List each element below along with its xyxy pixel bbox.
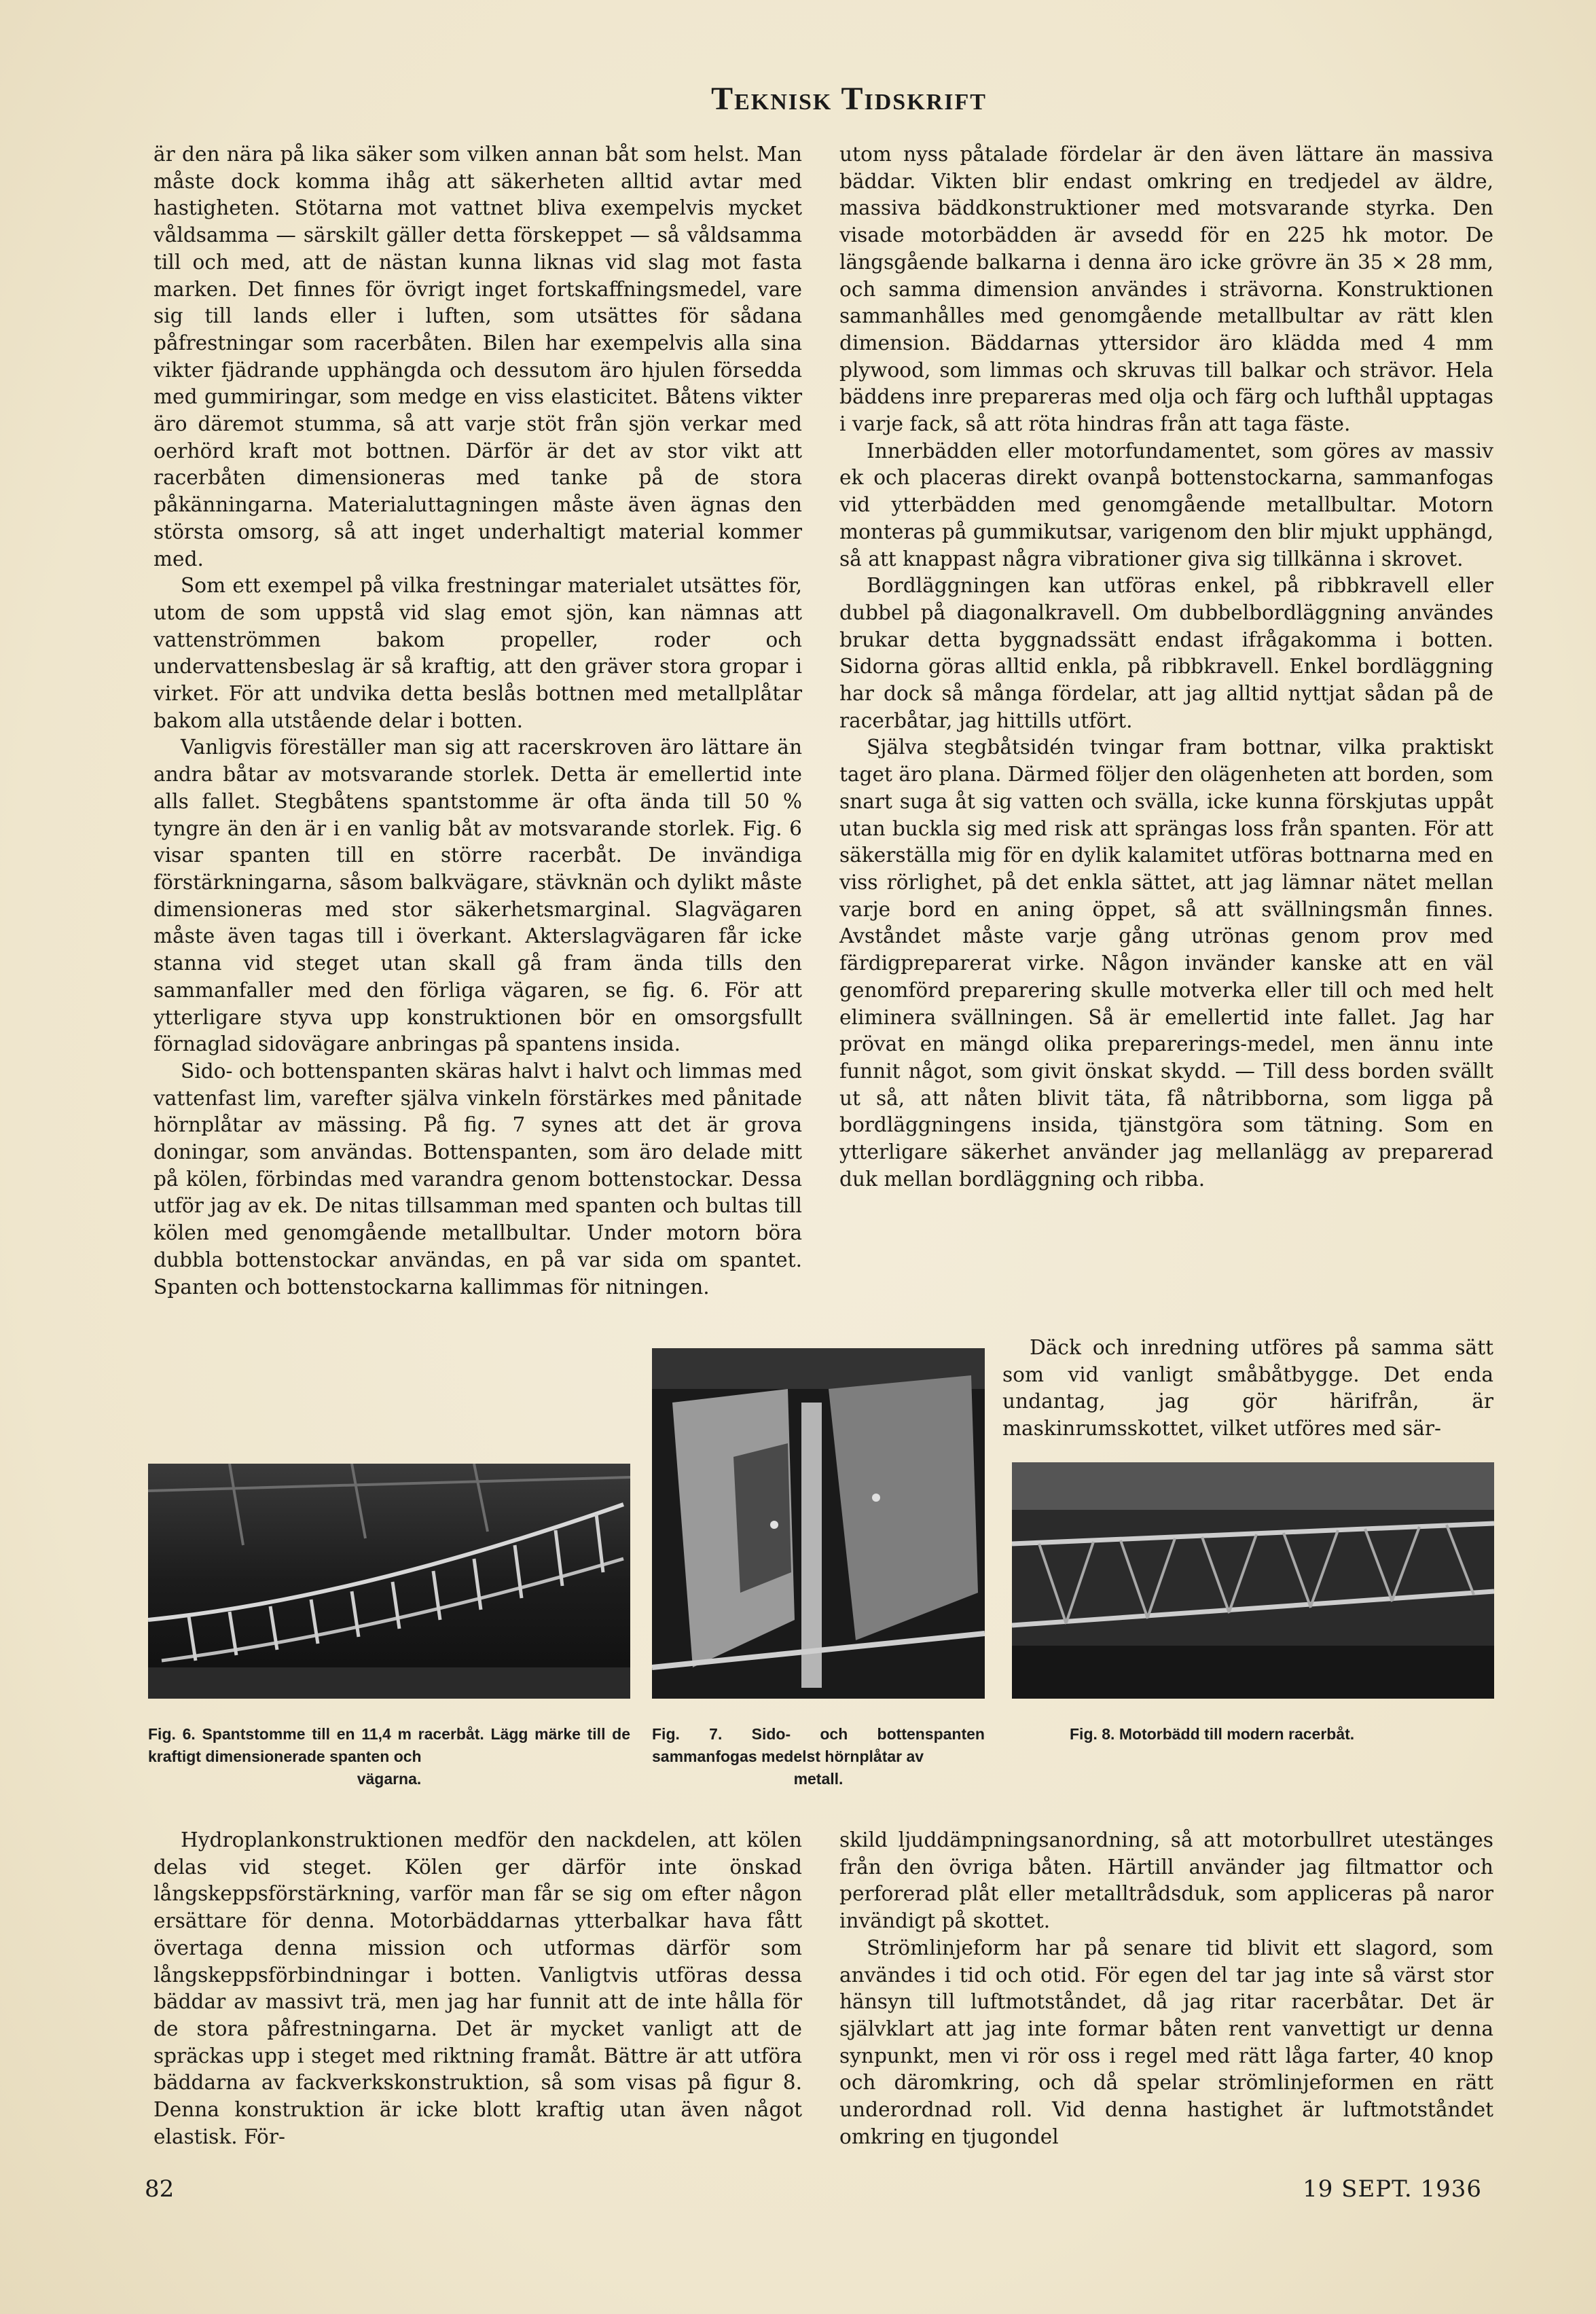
figure-6-photo [148,1464,630,1699]
paragraph: skild ljuddämpningsanordning, så att motorbullret utestänges från den övriga båten. Härtill använder jag filtmattor och perforerad plåt eller metalltrådsduk, som appliceras på naror invändigt på skottet. [839,1828,1493,1933]
caption-text: Fig. 8. Motorbädd till modern racerbåt. [1070,1725,1355,1743]
paragraph: Vanligvis föreställer man sig att racerskroven äro lättare än andra båtar av motsvarande storlek. Detta är emellertid inte alls fallet. Stegbåtens spantstomme är ofta ända till 50 % tyngre än den är i en vanlig båt av motsvarande storlek. Fig. 6 visar spanten till en större racerbåt. De invändiga förstärkningarna, såsom balkvägare, stävknän och dylikt måste dimensioneras med stor säkerhetsmarginal. Slagvägaren måste även tagas till i överkant. Akterslagvägaren får icke stanna vid steget utan skall gå fram ända tills den sammanfaller med den förliga vägaren, se fig. 6. För att ytterligare styva upp konstruktionen bör en omsorgsfullt förnaglad sidovägare anbringas på spantens insida. [153,736,802,1056]
paragraph: Strömlinjeform har på senare tid blivit ett slagord, som användes i tid och otid. För egen del tar jag inte så värst stor hänsyn till luftmotståndet, då jag ritar racerbåtar. Det är självklart att jag inte formar båten rent vanvettigt ur denna synpunkt, men vi rör oss i regel med rätt låga farter, 40 knop och däromkring, och då spelar strömlinjeformen en rätt underordnad roll. Vid denna hastighet är luftmotståndet omkring en tjugondel [839,1936,1493,2148]
caption-text: vägarna. [357,1770,422,1788]
paragraph: Hydroplankonstruktionen medför den nackdelen, att kölen delas vid steget. Kölen ger därför inte önskad långskeppsförstärkning, varför man får se sig om efter någon ersättare för denna. Motorbäddarnas ytterbalkar hava fått övertaga denna mission och utformas därför som långskeppsförbindningar i botten. Vanligtvis utföras dessa bäddar av massivt trä, men jag har funnit att de inte hålla för de stora påfrestningarna. Det är mycket vanligt att de spräckas upp i steget med riktning framåt. Bättre är att utföra bäddarna av fackverkskonstruktion, så som visas på figur 8. Denna konstruktion är icke blott kraftig utan även något elastisk. För- [153,1828,802,2148]
paragraph: Bordläggningen kan utföras enkel, på ribbkravell eller dubbel på diagonalkravell. Om dubbelbordläggning användes brukar detta byggnadssätt endast ifrågakomma i botten. Sidorna göras alltid enkla, på ribbkravell. Enkel bordläggning har dock så många fördelar, att jag alltid nyttjat sådan på de racerbåtar, jag hittills utfört. [839,574,1493,732]
paragraph: Sido- och bottenspanten skäras halvt i halvt och limmas med vattenfast lim, varefter själva vinkeln förstärkes med pånitade hörnplåtar av mässing. På fig. 7 synes att det är grova doningar, som användas. Bottenspanten, som äro delade mitt på kölen, förbindas med varandra genom bottenstockar. Dessa utför jag av ek. De nitas tillsamman med spanten och bultas till kölen med genomgående metallbultar. Under motorn böra dubbla bottenstockar användas, en på var sida om spantet. Spanten och bottenstockarna kallimmas för nitningen. [153,1059,802,1299]
paragraph: Som ett exempel på vilka frestningar materialet utsättes för, utom de som uppstå vid slag emot sjön, kan nämnas att vattenströmmen bakom propeller, roder och undervattensbeslag är så kraftig, att den gräver stora gropar i virket. För att undvika detta beslås bottnen med metallplåtar bakom alla utstående delar i botten. [153,574,802,732]
figure-7-photo [652,1348,985,1699]
article-column-left-bottom [153,1827,802,2150]
paragraph: Själva stegbåtsidén tvingar fram bottnar, vilka praktiskt taget äro plana. Därmed följer den olägenheten att borden, som snart suga åt sig vatten och svälla, icke kunna förskjutas uppåt utan buckla sig med risk att sprängas loss från spanten. För att säkerställa mig för en dylik kalamitet utföras bottnarna med en viss rörlighet, på det enkla sättet, att jag lämnar nätet mellan varje bord en aning öppet, så att svällningsmån finnes. Avståndet måste varje gång utrönas genom prov med färdigpreparerat virke. Någon invänder kanske att en väl genomförd preparering skulle motverka eller till och med helt eliminera svällningen. Så är emellertid inte fallet. Jag har prövat en mängd olika preparerings-medel, men ännu inte funnit något, som givit önskat skydd. — Till dess borden svällt ut så, att nåten blivit täta, få nåtribborna, som ligga på bordläggningens insida, tjänstgöra som tätning. Som en ytterligare säkerhet använder jag mellanlägg av preparerad duk mellan bordläggning och ribba. [839,736,1493,1191]
article-column-right-inset [1002,1335,1493,1443]
article-column-right-bottom [839,1827,1493,2150]
article-column-left-top [153,141,802,1301]
paragraph: Innerbädden eller motorfundamentet, som göres av massiv ek och placeras direkt ovanpå bottenstockarna, sammanfogas vid ytterbädden med genomgående metallbultar. Motorn monteras på gummikutsar, varigenom den blir mjukt upphängd, så att knappast några vibrationer giva sig tillkänna i skrovet. [839,439,1493,571]
paragraph: utom nyss påtalade fördelar är den även lättare än massiva bäddar. Vikten blir endast omkring en tredjedel av äldre, massiva bäddkonstruktioner med motsvarande styrka. Den visade motorbädden är avsedd för en 225 hk motor. De längsgående balkarna i denna äro icke grövre än 35 × 28 mm, och samma dimension användes i strävorna. Konstruktionen sammanhålles med genomgående metallbultar av rätt klen dimension. Bäddarnas yttersidor äro klädda med 4 mm plywood, som limmas och skruvas till balkar och strävor. Hela bäddens inre prepareras med olja och färg och lufthål upptagas i varje fack, så att röta hindras från att taga fäste. [839,143,1493,436]
caption-text: Fig. 6. Spantstomme till en 11,4 m racerbåt. Lägg märke till de kraftigt dimensionerade spanten och [148,1725,630,1765]
page-number: 82 [145,2175,175,2203]
article-column-right-top [839,141,1493,1193]
caption-text: metall. [793,1770,844,1788]
figure-8-caption [1070,1723,1491,1746]
figure-7-caption [652,1723,985,1790]
caption-text: Fig. 7. Sido- och bottenspanten sammanfogas medelst hörnplåtar av [652,1725,985,1765]
figure-8-photo [1012,1462,1494,1699]
issue-date: 19 SEPT. 1936 [1303,2175,1482,2203]
journal-masthead: Teknisk Tidskrift [711,81,987,117]
paragraph: Däck och inredning utföres på samma sätt som vid vanligt småbåtbygge. Det enda undantag, jag gör härifrån, är maskinrumsskottet, vilket utföres med sär- [1002,1336,1493,1441]
paragraph: är den nära på lika säker som vilken annan båt som helst. Man måste dock komma ihåg att säkerheten alltid avtar med hastigheten. Stötarna mot vattnet bliva exempelvis mycket våldsamma — särskilt gäller detta förskeppet — så våldsamma till och med, att de nästan kunna liknas vid slag mot fasta marken. Det finnes för övrigt inget fortskaffningsmedel, vare sig till lands eller i luften, som utsättes för sådana påfrestningar som racerbåten. Bilen har exempelvis alla sina vikter fjädrande upphängda och dessutom äro hjulen försedda med gummiringar, som medge en viss elasticitet. Båtens vikter äro däremot stumma, så att varje stöt från sjön verkar med oerhörd kraft mot bottnen. Därför är det av stor vikt att racerbåten dimensioneras med tanke på de stora påkänningarna. Materialuttagningen måste även ägnas den största omsorg, så att inget underhaltigt material kommer med. [153,143,802,571]
figure-6-caption [148,1723,630,1790]
